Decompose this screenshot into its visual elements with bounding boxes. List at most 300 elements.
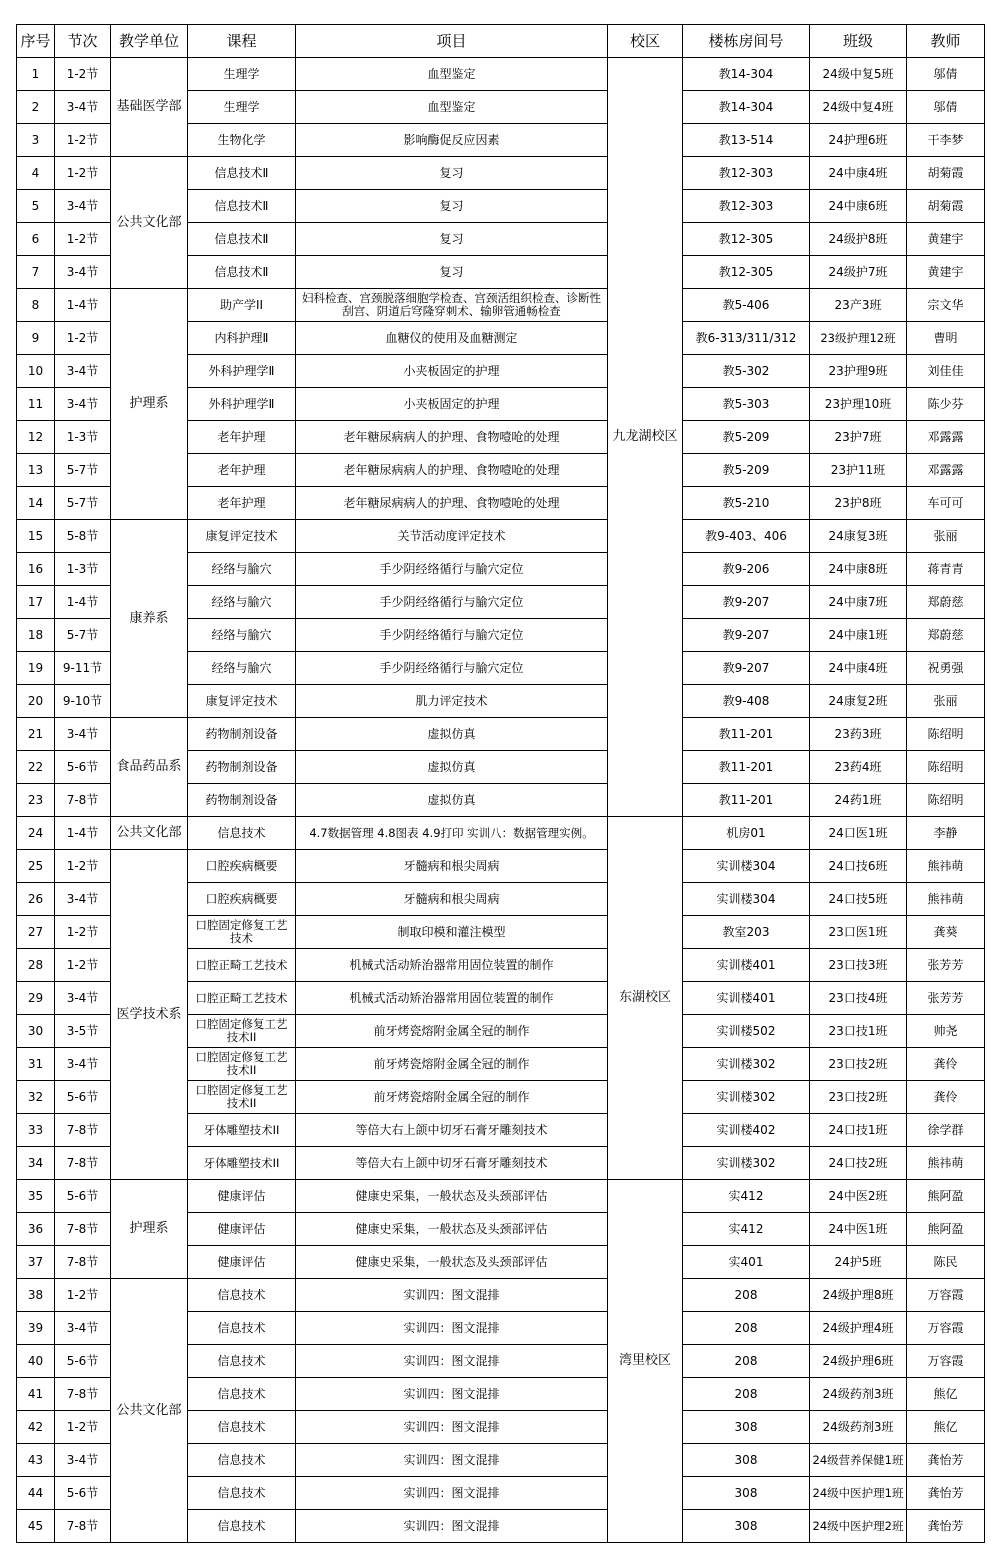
row-project: 虚拟仿真 [296, 784, 608, 817]
row-no: 30 [17, 1015, 55, 1048]
row-class: 23药3班 [810, 718, 907, 751]
row-period: 3-4节 [55, 883, 111, 916]
row-no: 21 [17, 718, 55, 751]
row-course: 经络与腧穴 [188, 619, 296, 652]
row-no: 39 [17, 1312, 55, 1345]
row-teacher: 陈民 [907, 1246, 985, 1279]
row-course: 老年护理 [188, 454, 296, 487]
row-no: 33 [17, 1114, 55, 1147]
row-period: 5-7节 [55, 487, 111, 520]
row-period: 5-6节 [55, 751, 111, 784]
schedule-body [17, 58, 985, 1543]
row-project: 机械式活动矫治器常用固位装置的制作 [296, 982, 608, 1015]
row-course: 牙体雕塑技术II [188, 1114, 296, 1147]
row-class: 24级护7班 [810, 256, 907, 289]
campus-cell: 东湖校区 [608, 817, 683, 1180]
row-course: 信息技术 [188, 1444, 296, 1477]
unit-cell: 公共文化部 [111, 157, 188, 289]
row-course: 康复评定技术 [188, 520, 296, 553]
row-teacher: 宗文华 [907, 289, 985, 322]
row-teacher: 龚伶 [907, 1081, 985, 1114]
row-project: 复习 [296, 157, 608, 190]
row-project: 复习 [296, 256, 608, 289]
row-project: 老年糖尿病病人的护理、食物噎呛的处理 [296, 487, 608, 520]
row-period: 5-7节 [55, 619, 111, 652]
row-project: 牙髓病和根尖周病 [296, 883, 608, 916]
row-no: 27 [17, 916, 55, 949]
row-class: 23口技4班 [810, 982, 907, 1015]
row-period: 3-5节 [55, 1015, 111, 1048]
row-room: 208 [683, 1312, 810, 1345]
row-room: 实训楼304 [683, 883, 810, 916]
row-project: 4.7数据管理 4.8图表 4.9打印 实训八：数据管理实例。 [296, 817, 608, 850]
row-teacher: 熊祎萌 [907, 883, 985, 916]
row-class: 23口技2班 [810, 1081, 907, 1114]
row-room: 教5-303 [683, 388, 810, 421]
row-room: 教14-304 [683, 91, 810, 124]
row-no: 3 [17, 124, 55, 157]
row-no: 15 [17, 520, 55, 553]
row-period: 5-6节 [55, 1180, 111, 1213]
row-no: 37 [17, 1246, 55, 1279]
row-teacher: 万容霞 [907, 1279, 985, 1312]
row-no: 19 [17, 652, 55, 685]
row-no: 36 [17, 1213, 55, 1246]
row-teacher: 陈绍明 [907, 784, 985, 817]
row-period: 5-8节 [55, 520, 111, 553]
row-course: 药物制剂设备 [188, 751, 296, 784]
row-room: 308 [683, 1477, 810, 1510]
row-period: 1-2节 [55, 322, 111, 355]
row-room: 教9-403、406 [683, 520, 810, 553]
row-project: 手少阴经络循行与腧穴定位 [296, 619, 608, 652]
row-teacher: 郑蔚慈 [907, 586, 985, 619]
row-no: 1 [17, 58, 55, 91]
row-no: 22 [17, 751, 55, 784]
row-no: 44 [17, 1477, 55, 1510]
header-unit: 教学单位 [111, 25, 188, 58]
row-period: 3-4节 [55, 1048, 111, 1081]
row-class: 24药1班 [810, 784, 907, 817]
row-room: 机房01 [683, 817, 810, 850]
row-period: 3-4节 [55, 91, 111, 124]
row-course: 信息技术 [188, 817, 296, 850]
row-project: 复习 [296, 190, 608, 223]
row-class: 23药4班 [810, 751, 907, 784]
row-period: 3-4节 [55, 256, 111, 289]
row-class: 24级护理4班 [810, 1312, 907, 1345]
row-project: 实训四：图文混排 [296, 1444, 608, 1477]
row-teacher: 李静 [907, 817, 985, 850]
row-room: 教9-207 [683, 652, 810, 685]
row-course: 信息技术Ⅱ [188, 223, 296, 256]
row-no: 26 [17, 883, 55, 916]
row-project: 影响酶促反应因素 [296, 124, 608, 157]
row-no: 41 [17, 1378, 55, 1411]
row-class: 24中康6班 [810, 190, 907, 223]
row-project: 老年糖尿病病人的护理、食物噎呛的处理 [296, 454, 608, 487]
header-row [17, 25, 985, 58]
row-teacher: 龚伶 [907, 1048, 985, 1081]
row-room: 308 [683, 1411, 810, 1444]
row-no: 40 [17, 1345, 55, 1378]
row-class: 24级护理6班 [810, 1345, 907, 1378]
row-project: 手少阴经络循行与腧穴定位 [296, 652, 608, 685]
row-no: 38 [17, 1279, 55, 1312]
row-no: 45 [17, 1510, 55, 1543]
row-room: 实训楼302 [683, 1081, 810, 1114]
row-class: 24级护理8班 [810, 1279, 907, 1312]
row-room: 教12-305 [683, 223, 810, 256]
row-room: 教5-210 [683, 487, 810, 520]
row-no: 29 [17, 982, 55, 1015]
row-class: 24护5班 [810, 1246, 907, 1279]
row-period: 3-4节 [55, 718, 111, 751]
row-project: 机械式活动矫治器常用固位装置的制作 [296, 949, 608, 982]
row-room: 308 [683, 1510, 810, 1543]
row-teacher: 万容霞 [907, 1312, 985, 1345]
row-teacher: 刘佳佳 [907, 355, 985, 388]
row-project: 血型鉴定 [296, 91, 608, 124]
row-room: 教11-201 [683, 718, 810, 751]
row-class: 23护理9班 [810, 355, 907, 388]
row-teacher: 熊祎萌 [907, 1147, 985, 1180]
row-no: 32 [17, 1081, 55, 1114]
row-project: 老年糖尿病病人的护理、食物噎呛的处理 [296, 421, 608, 454]
row-class: 24中康4班 [810, 652, 907, 685]
row-project: 实训四：图文混排 [296, 1378, 608, 1411]
table-row [17, 58, 985, 91]
row-room: 教5-302 [683, 355, 810, 388]
table-row [17, 520, 985, 553]
row-room: 实训楼401 [683, 982, 810, 1015]
row-project: 血型鉴定 [296, 58, 608, 91]
row-class: 24康复2班 [810, 685, 907, 718]
row-project: 实训四：图文混排 [296, 1477, 608, 1510]
row-teacher: 祝勇强 [907, 652, 985, 685]
row-class: 23级护理12班 [810, 322, 907, 355]
row-course: 康复评定技术 [188, 685, 296, 718]
row-course: 老年护理 [188, 487, 296, 520]
row-course: 经络与腧穴 [188, 652, 296, 685]
header-campus: 校区 [608, 25, 683, 58]
row-period: 7-8节 [55, 1510, 111, 1543]
row-class: 24中康7班 [810, 586, 907, 619]
row-room: 教13-514 [683, 124, 810, 157]
row-period: 5-6节 [55, 1081, 111, 1114]
row-no: 31 [17, 1048, 55, 1081]
row-class: 24中康8班 [810, 553, 907, 586]
row-course: 口腔疾病概要 [188, 883, 296, 916]
row-teacher: 邬倩 [907, 91, 985, 124]
row-teacher: 郑蔚慈 [907, 619, 985, 652]
row-class: 23护理10班 [810, 388, 907, 421]
row-teacher: 帅尧 [907, 1015, 985, 1048]
row-project: 手少阴经络循行与腧穴定位 [296, 553, 608, 586]
row-room: 实412 [683, 1213, 810, 1246]
row-period: 7-8节 [55, 1213, 111, 1246]
row-class: 24级中医护理1班 [810, 1477, 907, 1510]
row-teacher: 张芳芳 [907, 949, 985, 982]
unit-cell: 医学技术系 [111, 850, 188, 1180]
row-period: 3-4节 [55, 982, 111, 1015]
row-class: 24级营养保健1班 [810, 1444, 907, 1477]
row-period: 3-4节 [55, 1444, 111, 1477]
row-project: 等倍大右上颌中切牙石膏牙雕刻技术 [296, 1147, 608, 1180]
unit-cell: 食品药品系 [111, 718, 188, 817]
row-class: 23护8班 [810, 487, 907, 520]
row-room: 教9-408 [683, 685, 810, 718]
row-room: 实412 [683, 1180, 810, 1213]
row-period: 1-2节 [55, 1279, 111, 1312]
row-class: 23口技3班 [810, 949, 907, 982]
row-teacher: 黄建宇 [907, 223, 985, 256]
row-room: 实训楼401 [683, 949, 810, 982]
row-teacher: 邓露露 [907, 454, 985, 487]
row-course: 信息技术Ⅱ [188, 190, 296, 223]
row-class: 24中康1班 [810, 619, 907, 652]
row-course: 口腔固定修复工艺技术 [188, 916, 296, 949]
row-project: 前牙烤瓷熔附金属全冠的制作 [296, 1081, 608, 1114]
row-course: 口腔正畸工艺技术 [188, 982, 296, 1015]
row-teacher: 曹明 [907, 322, 985, 355]
row-course: 生理学 [188, 58, 296, 91]
row-course: 健康评估 [188, 1246, 296, 1279]
row-period: 7-8节 [55, 1378, 111, 1411]
row-no: 28 [17, 949, 55, 982]
row-period: 3-4节 [55, 1312, 111, 1345]
row-period: 1-3节 [55, 553, 111, 586]
row-course: 助产学II [188, 289, 296, 322]
row-period: 1-2节 [55, 916, 111, 949]
row-teacher: 熊亿 [907, 1411, 985, 1444]
row-period: 7-8节 [55, 1147, 111, 1180]
row-room: 实训楼502 [683, 1015, 810, 1048]
row-course: 药物制剂设备 [188, 718, 296, 751]
unit-cell: 公共文化部 [111, 817, 188, 850]
row-project: 手少阴经络循行与腧穴定位 [296, 586, 608, 619]
row-period: 3-4节 [55, 388, 111, 421]
row-teacher: 陈绍明 [907, 718, 985, 751]
table-row [17, 157, 985, 190]
row-teacher: 龚葵 [907, 916, 985, 949]
row-period: 7-8节 [55, 1246, 111, 1279]
row-room: 教5-406 [683, 289, 810, 322]
row-teacher: 邓露露 [907, 421, 985, 454]
row-no: 2 [17, 91, 55, 124]
table-row [17, 718, 985, 751]
header-project: 项目 [296, 25, 608, 58]
schedule-table [16, 24, 985, 1543]
row-project: 实训四：图文混排 [296, 1510, 608, 1543]
row-teacher: 熊阿盈 [907, 1180, 985, 1213]
row-period: 1-4节 [55, 289, 111, 322]
row-period: 5-6节 [55, 1345, 111, 1378]
row-teacher: 黄建宇 [907, 256, 985, 289]
row-class: 24级中复5班 [810, 58, 907, 91]
row-class: 24中康4班 [810, 157, 907, 190]
row-course: 老年护理 [188, 421, 296, 454]
row-project: 实训四：图文混排 [296, 1312, 608, 1345]
row-period: 1-2节 [55, 157, 111, 190]
row-teacher: 张芳芳 [907, 982, 985, 1015]
row-teacher: 熊亿 [907, 1378, 985, 1411]
unit-cell: 公共文化部 [111, 1279, 188, 1543]
row-room: 教室203 [683, 916, 810, 949]
row-class: 23护7班 [810, 421, 907, 454]
row-class: 24口技6班 [810, 850, 907, 883]
row-course: 经络与腧穴 [188, 553, 296, 586]
row-teacher: 陈绍明 [907, 751, 985, 784]
row-teacher: 张丽 [907, 520, 985, 553]
row-course: 生物化学 [188, 124, 296, 157]
row-no: 20 [17, 685, 55, 718]
header-no: 序号 [17, 25, 55, 58]
row-class: 24口技5班 [810, 883, 907, 916]
row-room: 教12-305 [683, 256, 810, 289]
row-course: 口腔固定修复工艺技术II [188, 1015, 296, 1048]
table-row [17, 817, 985, 850]
row-room: 教5-209 [683, 421, 810, 454]
row-room: 教5-209 [683, 454, 810, 487]
row-project: 肌力评定技术 [296, 685, 608, 718]
row-period: 7-8节 [55, 784, 111, 817]
row-no: 17 [17, 586, 55, 619]
table-row [17, 850, 985, 883]
row-room: 208 [683, 1345, 810, 1378]
header-course: 课程 [188, 25, 296, 58]
row-project: 血糖仪的使用及血糖测定 [296, 322, 608, 355]
row-teacher: 干李梦 [907, 124, 985, 157]
unit-cell: 护理系 [111, 289, 188, 520]
row-course: 内科护理Ⅱ [188, 322, 296, 355]
row-class: 23口技2班 [810, 1048, 907, 1081]
row-no: 6 [17, 223, 55, 256]
row-room: 实训楼304 [683, 850, 810, 883]
table-row [17, 1180, 985, 1213]
row-teacher: 邬倩 [907, 58, 985, 91]
row-period: 1-2节 [55, 58, 111, 91]
row-class: 24级中复4班 [810, 91, 907, 124]
row-course: 生理学 [188, 91, 296, 124]
row-course: 口腔固定修复工艺技术II [188, 1048, 296, 1081]
row-project: 等倍大右上颌中切牙石膏牙雕刻技术 [296, 1114, 608, 1147]
row-teacher: 万容霞 [907, 1345, 985, 1378]
row-room: 教12-303 [683, 157, 810, 190]
row-class: 24口技2班 [810, 1147, 907, 1180]
schedule-sheet [16, 24, 985, 1543]
row-course: 牙体雕塑技术II [188, 1147, 296, 1180]
row-class: 24级药剂3班 [810, 1411, 907, 1444]
row-no: 25 [17, 850, 55, 883]
row-course: 信息技术 [188, 1477, 296, 1510]
campus-cell: 湾里校区 [608, 1180, 683, 1543]
row-period: 1-2节 [55, 850, 111, 883]
row-room: 教11-201 [683, 784, 810, 817]
row-project: 小夹板固定的护理 [296, 355, 608, 388]
row-period: 3-4节 [55, 355, 111, 388]
row-period: 1-4节 [55, 586, 111, 619]
row-room: 教14-304 [683, 58, 810, 91]
row-room: 教9-206 [683, 553, 810, 586]
row-teacher: 龚怡芳 [907, 1444, 985, 1477]
row-class: 23产3班 [810, 289, 907, 322]
row-no: 4 [17, 157, 55, 190]
row-class: 23口技1班 [810, 1015, 907, 1048]
row-course: 信息技术 [188, 1345, 296, 1378]
row-course: 信息技术 [188, 1378, 296, 1411]
row-room: 实训楼302 [683, 1147, 810, 1180]
row-no: 24 [17, 817, 55, 850]
row-room: 教6-313/311/312 [683, 322, 810, 355]
row-project: 复习 [296, 223, 608, 256]
header-teacher: 教师 [907, 25, 985, 58]
row-no: 42 [17, 1411, 55, 1444]
row-class: 24级药剂3班 [810, 1378, 907, 1411]
row-project: 小夹板固定的护理 [296, 388, 608, 421]
row-class: 24口医1班 [810, 817, 907, 850]
row-no: 16 [17, 553, 55, 586]
row-teacher: 陈少芬 [907, 388, 985, 421]
row-project: 实训四：图文混排 [296, 1345, 608, 1378]
row-room: 208 [683, 1279, 810, 1312]
row-project: 健康史采集，一般状态及头颈部评估 [296, 1246, 608, 1279]
row-period: 1-4节 [55, 817, 111, 850]
row-no: 7 [17, 256, 55, 289]
row-teacher: 张丽 [907, 685, 985, 718]
row-no: 35 [17, 1180, 55, 1213]
unit-cell: 护理系 [111, 1180, 188, 1279]
row-class: 23护11班 [810, 454, 907, 487]
table-row [17, 289, 985, 322]
row-room: 实训楼302 [683, 1048, 810, 1081]
row-no: 14 [17, 487, 55, 520]
row-project: 虚拟仿真 [296, 751, 608, 784]
row-period: 7-8节 [55, 1114, 111, 1147]
row-course: 经络与腧穴 [188, 586, 296, 619]
row-no: 9 [17, 322, 55, 355]
row-project: 制取印模和灌注模型 [296, 916, 608, 949]
row-class: 24级中医护理2班 [810, 1510, 907, 1543]
row-project: 虚拟仿真 [296, 718, 608, 751]
row-period: 1-2节 [55, 124, 111, 157]
row-period: 5-7节 [55, 454, 111, 487]
row-class: 24康复3班 [810, 520, 907, 553]
row-class: 24级护8班 [810, 223, 907, 256]
row-class: 24中医2班 [810, 1180, 907, 1213]
row-project: 实训四：图文混排 [296, 1411, 608, 1444]
row-room: 208 [683, 1378, 810, 1411]
row-class: 23口医1班 [810, 916, 907, 949]
row-teacher: 胡菊霞 [907, 157, 985, 190]
row-room: 实401 [683, 1246, 810, 1279]
row-project: 前牙烤瓷熔附金属全冠的制作 [296, 1048, 608, 1081]
header-room: 楼栋房间号 [683, 25, 810, 58]
row-teacher: 胡菊霞 [907, 190, 985, 223]
row-teacher: 熊阿盈 [907, 1213, 985, 1246]
row-project: 前牙烤瓷熔附金属全冠的制作 [296, 1015, 608, 1048]
row-course: 信息技术Ⅱ [188, 256, 296, 289]
row-period: 1-2节 [55, 1411, 111, 1444]
row-period: 3-4节 [55, 190, 111, 223]
row-room: 教9-207 [683, 586, 810, 619]
row-period: 9-10节 [55, 685, 111, 718]
row-course: 口腔疾病概要 [188, 850, 296, 883]
row-course: 口腔固定修复工艺技术II [188, 1081, 296, 1114]
row-class: 24中医1班 [810, 1213, 907, 1246]
row-course: 信息技术 [188, 1411, 296, 1444]
row-no: 5 [17, 190, 55, 223]
